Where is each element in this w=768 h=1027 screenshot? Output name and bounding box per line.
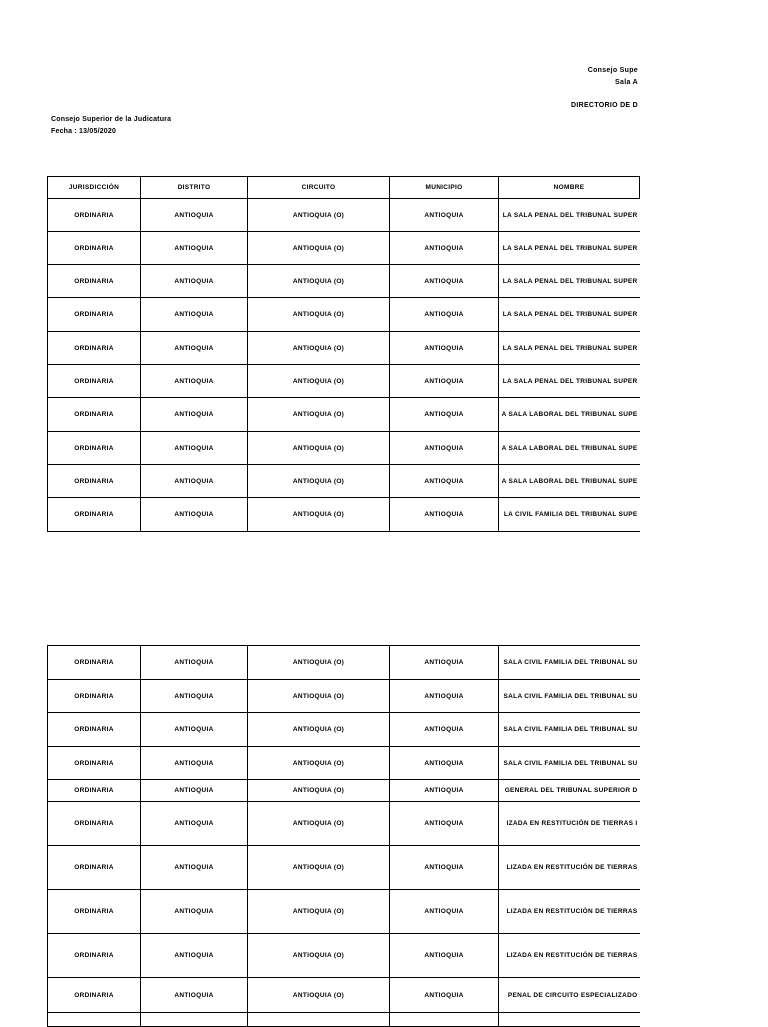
col-header-jurisdiccion: JURISDICCIÓN [48, 177, 141, 199]
cell-jurisdiccion: ORDINARIA [48, 498, 141, 532]
cell-distrito: ANTIOQUIA [141, 199, 248, 232]
cell-circuito: ANTIOQUIA (O) [248, 978, 390, 1013]
cell-circuito: ANTIOQUIA (O) [248, 432, 390, 465]
cell-nombre: GENERAL DEL TRIBUNAL SUPERIOR D [499, 780, 640, 802]
table-row [48, 890, 640, 934]
cell-nombre: LA SALA PENAL DEL TRIBUNAL SUPER [499, 232, 640, 265]
cell-nombre: LA CIVIL FAMILIA DEL TRIBUNAL SUPE [499, 498, 640, 532]
cell-jurisdiccion: ORDINARIA [48, 890, 141, 934]
cell-jurisdiccion: ORDINARIA [48, 432, 141, 465]
table-row [48, 680, 640, 713]
cell-jurisdiccion: ORDINARIA [48, 365, 141, 398]
cell-municipio: ANTIOQUIA [390, 646, 499, 680]
cell-circuito: ANTIOQUIA (O) [248, 646, 390, 680]
cell-municipio: ANTIOQUIA [390, 332, 499, 365]
cell-municipio: ANTIOQUIA [390, 747, 499, 780]
cell-distrito: ANTIOQUIA [141, 498, 248, 532]
table-row [48, 298, 640, 332]
cell-municipio: ANTIOQUIA [390, 890, 499, 934]
cell-distrito: ANTIOQUIA [141, 978, 248, 1013]
cell-distrito: ANTIOQUIA [141, 332, 248, 365]
cell-distrito: ANTIOQUIA [141, 646, 248, 680]
cell-jurisdiccion: ORDINARIA [48, 802, 141, 846]
cell-jurisdiccion: ORDINARIA [48, 713, 141, 747]
table-row [48, 365, 640, 398]
col-header-nombre: NOMBRE [499, 177, 640, 199]
cell-nombre: LA SALA PENAL DEL TRIBUNAL SUPER [499, 298, 640, 332]
cell-jurisdiccion: ORDINARIA [48, 846, 141, 890]
cell-distrito: ANTIOQUIA [141, 298, 248, 332]
cell-jurisdiccion: ORDINARIA [48, 680, 141, 713]
cell-circuito: ANTIOQUIA (O) [248, 890, 390, 934]
cell-municipio: ANTIOQUIA [390, 802, 499, 846]
report-date: Fecha : 13/05/2020 [51, 128, 117, 135]
cell-municipio [390, 1013, 499, 1027]
cell-jurisdiccion: ORDINARIA [48, 646, 141, 680]
cell-municipio: ANTIOQUIA [390, 365, 499, 398]
col-header-distrito: DISTRITO [141, 177, 248, 199]
cell-distrito: ANTIOQUIA [141, 232, 248, 265]
cell-municipio: ANTIOQUIA [390, 498, 499, 532]
cell-municipio: ANTIOQUIA [390, 232, 499, 265]
cell-distrito: ANTIOQUIA [141, 890, 248, 934]
cell-distrito: ANTIOQUIA [141, 265, 248, 298]
table-row [48, 846, 640, 890]
cell-jurisdiccion: ORDINARIA [48, 265, 141, 298]
table-row [48, 1013, 640, 1027]
table-row [48, 747, 640, 780]
cell-jurisdiccion: ORDINARIA [48, 398, 141, 432]
cell-circuito: ANTIOQUIA (O) [248, 846, 390, 890]
cell-circuito: ANTIOQUIA (O) [248, 332, 390, 365]
cell-distrito: ANTIOQUIA [141, 680, 248, 713]
table-row [48, 978, 640, 1013]
cell-circuito: ANTIOQUIA (O) [248, 398, 390, 432]
cell-jurisdiccion [48, 1013, 141, 1027]
header-sala: Sala A [615, 79, 638, 86]
cell-nombre: LA SALA PENAL DEL TRIBUNAL SUPER [499, 365, 640, 398]
cell-circuito: ANTIOQUIA (O) [248, 802, 390, 846]
cell-jurisdiccion: ORDINARIA [48, 232, 141, 265]
cell-circuito: ANTIOQUIA (O) [248, 713, 390, 747]
cell-circuito: ANTIOQUIA (O) [248, 747, 390, 780]
table-row [48, 465, 640, 498]
cell-circuito: ANTIOQUIA (O) [248, 365, 390, 398]
cell-circuito: ANTIOQUIA (O) [248, 298, 390, 332]
cell-circuito: ANTIOQUIA (O) [248, 265, 390, 298]
table-row [48, 802, 640, 846]
cell-circuito: ANTIOQUIA (O) [248, 934, 390, 978]
cell-nombre: A SALA LABORAL DEL TRIBUNAL SUPE [499, 432, 640, 465]
header-org-truncated: Consejo Supe [587, 67, 638, 74]
cell-distrito: ANTIOQUIA [141, 934, 248, 978]
cell-nombre: SALA CIVIL FAMILIA DEL TRIBUNAL SU [499, 747, 640, 780]
cell-municipio: ANTIOQUIA [390, 978, 499, 1013]
cell-jurisdiccion: ORDINARIA [48, 934, 141, 978]
cell-distrito: ANTIOQUIA [141, 398, 248, 432]
cell-jurisdiccion: ORDINARIA [48, 332, 141, 365]
table-row [48, 398, 640, 432]
cell-distrito: ANTIOQUIA [141, 747, 248, 780]
table-row [48, 432, 640, 465]
cell-municipio: ANTIOQUIA [390, 846, 499, 890]
cell-nombre: SALA CIVIL FAMILIA DEL TRIBUNAL SU [499, 713, 640, 747]
cell-jurisdiccion: ORDINARIA [48, 780, 141, 802]
cell-circuito: ANTIOQUIA (O) [248, 780, 390, 802]
cell-jurisdiccion: ORDINARIA [48, 747, 141, 780]
cell-municipio: ANTIOQUIA [390, 680, 499, 713]
cell-distrito: ANTIOQUIA [141, 846, 248, 890]
cell-nombre: A SALA LABORAL DEL TRIBUNAL SUPE [499, 398, 640, 432]
cell-nombre: SALA CIVIL FAMILIA DEL TRIBUNAL SU [499, 646, 640, 680]
cell-municipio: ANTIOQUIA [390, 713, 499, 747]
cell-nombre: PENAL DE CIRCUITO ESPECIALIZADO [499, 978, 640, 1013]
cell-nombre [499, 1013, 640, 1027]
cell-distrito: ANTIOQUIA [141, 713, 248, 747]
cell-nombre: IZADA EN RESTITUCIÓN DE TIERRAS I [499, 802, 640, 846]
header-directorio: DIRECTORIO DE D [571, 102, 638, 109]
col-header-municipio: MUNICIPIO [390, 177, 499, 199]
cell-jurisdiccion: ORDINARIA [48, 199, 141, 232]
cell-distrito [141, 1013, 248, 1027]
cell-circuito: ANTIOQUIA (O) [248, 232, 390, 265]
cell-jurisdiccion: ORDINARIA [48, 298, 141, 332]
table-row [48, 713, 640, 747]
cell-nombre: SALA CIVIL FAMILIA DEL TRIBUNAL SU [499, 680, 640, 713]
cell-distrito: ANTIOQUIA [141, 802, 248, 846]
org-name: Consejo Superior de la Judicatura [51, 116, 172, 123]
cell-distrito: ANTIOQUIA [141, 465, 248, 498]
table-row [48, 498, 640, 532]
cell-distrito: ANTIOQUIA [141, 365, 248, 398]
cell-distrito: ANTIOQUIA [141, 432, 248, 465]
table-row [48, 780, 640, 802]
cell-nombre: LIZADA EN RESTITUCIÓN DE TIERRAS [499, 890, 640, 934]
cell-municipio: ANTIOQUIA [390, 432, 499, 465]
cell-nombre: LIZADA EN RESTITUCIÓN DE TIERRAS [499, 846, 640, 890]
cell-nombre: A SALA LABORAL DEL TRIBUNAL SUPE [499, 465, 640, 498]
cell-municipio: ANTIOQUIA [390, 934, 499, 978]
directory-table-1 [47, 176, 640, 532]
cell-municipio: ANTIOQUIA [390, 780, 499, 802]
table-row [48, 232, 640, 265]
table-row [48, 199, 640, 232]
table-row [48, 332, 640, 365]
table-row [48, 934, 640, 978]
cell-nombre: LA SALA PENAL DEL TRIBUNAL SUPER [499, 332, 640, 365]
col-header-circuito: CIRCUITO [248, 177, 390, 199]
cell-distrito: ANTIOQUIA [141, 780, 248, 802]
cell-nombre: LIZADA EN RESTITUCIÓN DE TIERRAS [499, 934, 640, 978]
cell-nombre: LA SALA PENAL DEL TRIBUNAL SUPER [499, 265, 640, 298]
cell-municipio: ANTIOQUIA [390, 398, 499, 432]
cell-municipio: ANTIOQUIA [390, 298, 499, 332]
cell-circuito [248, 1013, 390, 1027]
directory-table-2 [47, 645, 640, 1027]
cell-jurisdiccion: ORDINARIA [48, 978, 141, 1013]
table-header-row [48, 177, 640, 199]
cell-municipio: ANTIOQUIA [390, 265, 499, 298]
cell-circuito: ANTIOQUIA (O) [248, 680, 390, 713]
cell-circuito: ANTIOQUIA (O) [248, 199, 390, 232]
cell-circuito: ANTIOQUIA (O) [248, 498, 390, 532]
cell-jurisdiccion: ORDINARIA [48, 465, 141, 498]
cell-municipio: ANTIOQUIA [390, 199, 499, 232]
cell-circuito: ANTIOQUIA (O) [248, 465, 390, 498]
table-row [48, 646, 640, 680]
cell-municipio: ANTIOQUIA [390, 465, 499, 498]
table-row [48, 265, 640, 298]
cell-nombre: LA SALA PENAL DEL TRIBUNAL SUPER [499, 199, 640, 232]
